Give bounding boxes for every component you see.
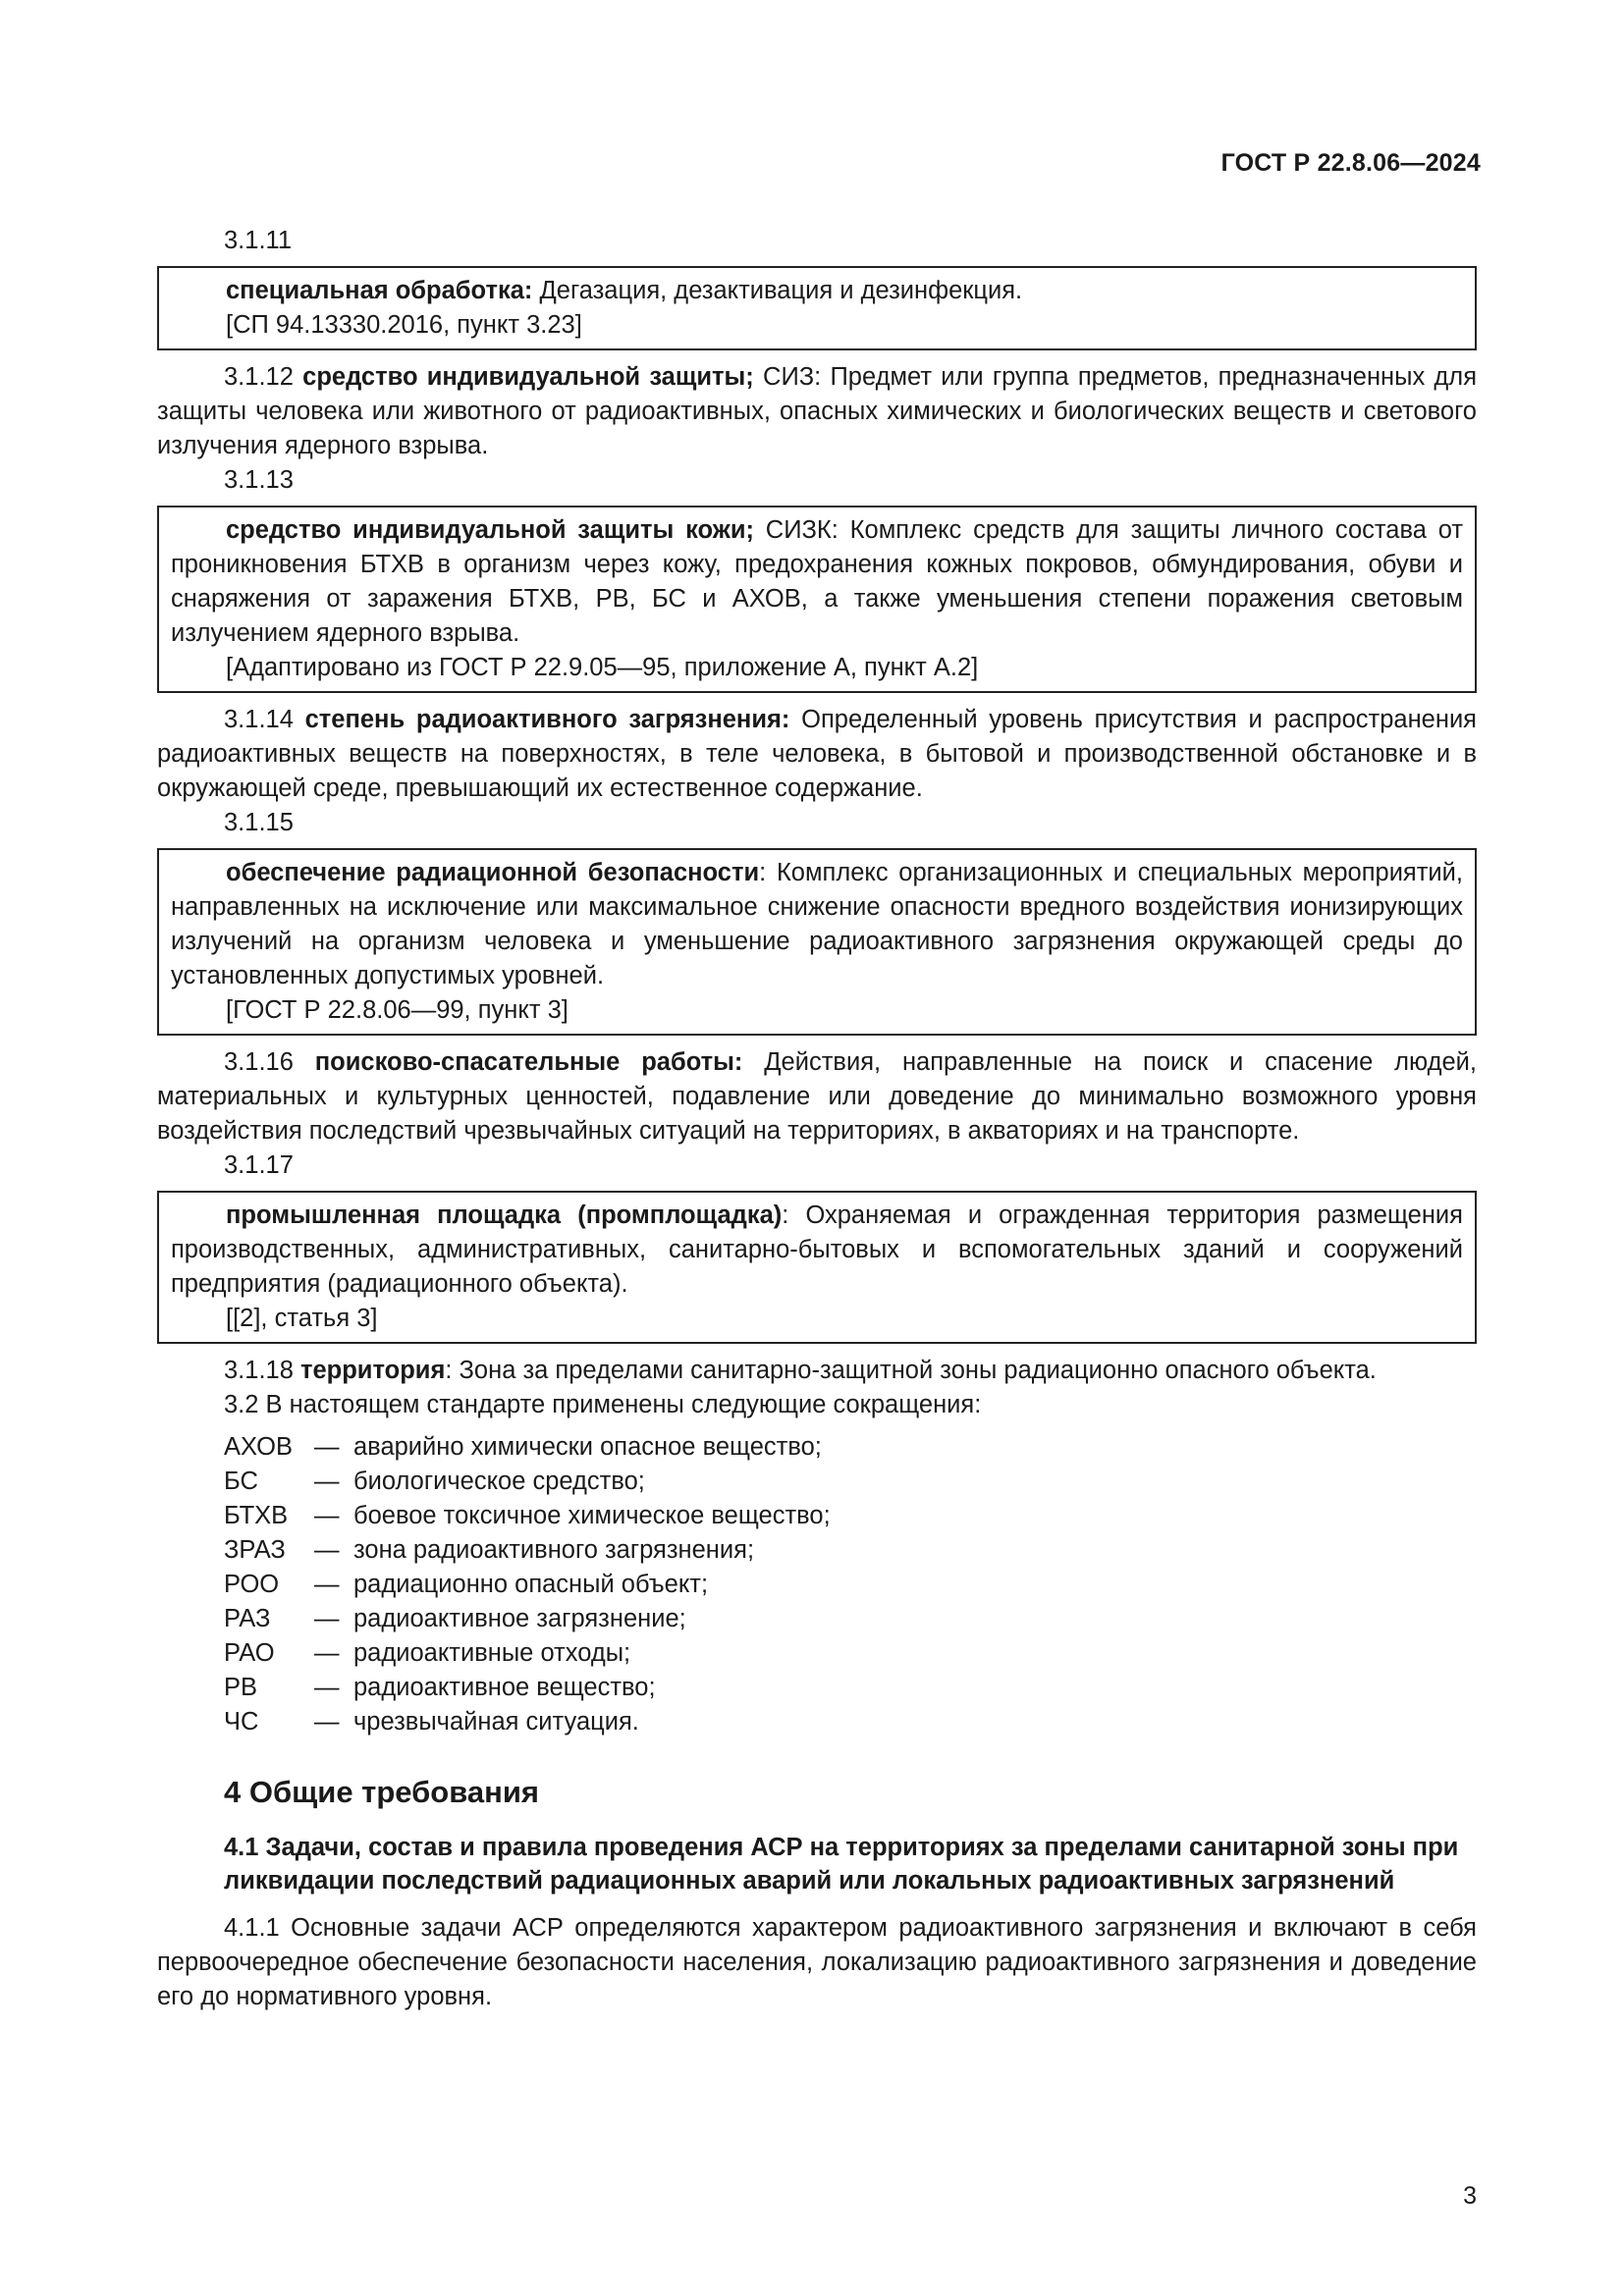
term-box [157, 848, 1477, 1036]
term-text: Дегазация, дезактивация и дезинфекция. [532, 277, 1023, 304]
abbreviation-dash: — [314, 1468, 340, 1495]
abbreviation-row [224, 1499, 1477, 1533]
abbreviation-dash: — [314, 1536, 340, 1564]
term-text: Определенный уровень присутствия и распространения радиоактивных веществ на поверхностях, в теле человека, в бытовой и производственной обстановке и в окружающей среде, превышающий их естественное содержание. [157, 706, 1477, 802]
abbreviation-term: РОО [224, 1571, 280, 1598]
term-definition [171, 1199, 1463, 1302]
page-number: 3 [1463, 2182, 1477, 2210]
term-number: 3.1.17 [224, 1151, 294, 1179]
abbreviation-row [224, 1465, 1477, 1499]
term-paragraph [157, 703, 1477, 806]
term-number: 3.1.12 [224, 363, 303, 391]
abbreviation-dash: — [314, 1502, 340, 1529]
term-box [157, 1191, 1477, 1344]
abbreviation-definition: радиоактивное загрязнение; [353, 1605, 686, 1632]
abbreviation-row [224, 1705, 1477, 1739]
document-code: ГОСТ Р 22.8.06—2024 [1220, 149, 1481, 177]
term-title: поисково-спасательные работы: [314, 1048, 743, 1076]
term-number: 3.1.13 [224, 466, 294, 494]
term-text: : Комплекс организационных и специальных мероприятий, направленных на исключение или максимальное снижение опасности вредного воздействия ионизирующих излучений на организм человека и уменьшение радиоактивного загрязнения окружающей среды до установленных допустимых уровней. [171, 859, 1463, 989]
abbreviation-row [224, 1636, 1477, 1671]
abbreviation-term: БТХВ [224, 1502, 289, 1529]
abbreviation-dash: — [314, 1605, 340, 1632]
abbreviation-term: ЧС [224, 1708, 259, 1735]
section-heading: 4 Общие требования [224, 1775, 539, 1809]
abbreviation-term: ЗРАЗ [224, 1536, 286, 1564]
term-number: 3.1.18 [224, 1357, 300, 1384]
abbreviation-row [224, 1533, 1477, 1568]
term-number: 3.1.11 [224, 227, 293, 254]
term-title: территория [299, 1357, 446, 1384]
abbreviation-term: АХОВ [224, 1433, 294, 1461]
abbreviation-term: БС [224, 1468, 258, 1495]
term-paragraph [157, 1354, 1477, 1388]
abbreviation-row [224, 1671, 1477, 1705]
term-title: специальная обработка: [226, 277, 533, 304]
abbreviation-dash: — [314, 1433, 340, 1461]
term-text: : Охраняемая и огражденная территория размещения производственных, административных, санитарно-бытовых и вспомогательных зданий и сооружений предприятия (радиационного объекта). [171, 1201, 1463, 1298]
term-reference: [Адаптировано из ГОСТ Р 22.9.05—95, приложение А, пункт А.2] [226, 654, 979, 681]
abbreviation-list [157, 1430, 1477, 1739]
term-text: СИЗ: Предмет или группа предметов, предназначенных для защиты человека или животного от радиоактивных, опасных химических и биологических веществ и светового излучения ядерного взрыва. [157, 363, 1477, 459]
abbreviation-dash: — [314, 1674, 340, 1701]
term-title: обеспечение радиационной безопасности [226, 859, 760, 886]
document-body [157, 224, 1477, 2014]
term-title: промышленная площадка (промплощадка) [226, 1201, 783, 1229]
abbreviation-row [224, 1568, 1477, 1602]
term-reference: [[2], статья 3] [226, 1305, 378, 1332]
term-box [157, 506, 1477, 693]
term-paragraph [157, 360, 1477, 463]
term-number: 3.1.15 [224, 809, 294, 836]
abbreviations-intro: 3.2 В настоящем стандарте применены следующие сокращения: [224, 1391, 982, 1418]
term-reference: [ГОСТ Р 22.8.06—99, пункт 3] [226, 996, 568, 1024]
body-paragraph: 4.1.1 Основные задачи АСР определяются характером радиоактивного загрязнения и включают в себя первоочередное обеспечение безопасности населения, локализацию радиоактивного загрязнения и доведение его до нормативного уровня. [157, 1914, 1477, 2010]
term-title: степень радиоактивного загрязнения: [304, 706, 790, 733]
abbreviation-definition: радиоактивное вещество; [353, 1674, 656, 1701]
abbreviation-definition: зона радиоактивного загрязнения; [353, 1536, 755, 1564]
subsection-heading: 4.1 Задачи, состав и правила проведения АСР на территориях за пределами санитарной зоны при ликвидации последствий радиационных аварий или локальных радиоактивных загрязнений [224, 1834, 1459, 1895]
term-text: СИЗК: Комплекс средств для защиты личного состава от проникновения БТХВ в организм через кожу, предохранения кожных покровов, обмундирования, обуви и снаряжения от заражения БТХВ, РВ, БС и АХОВ, а также уменьшения степени поражения световым излучением ядерного взрыва. [171, 516, 1464, 647]
term-text: Действия, направленные на поиск и спасение людей, материальных и культурных ценностей, подавление или доведение до минимально возможного уровня воздействия последствий чрезвычайных ситуаций на территориях, в акваториях и на транспорте. [157, 1048, 1478, 1145]
term-number: 3.1.16 [224, 1048, 315, 1076]
abbreviation-row [224, 1602, 1477, 1636]
term-title: средство индивидуальной защиты; [302, 363, 754, 391]
abbreviation-definition: биологическое средство; [353, 1468, 645, 1495]
abbreviation-term: РВ [224, 1674, 258, 1701]
abbreviation-definition: чрезвычайная ситуация. [353, 1708, 639, 1735]
term-paragraph [157, 1045, 1477, 1148]
abbreviation-dash: — [314, 1639, 340, 1667]
abbreviation-definition: радиационно опасный объект; [353, 1571, 709, 1598]
abbreviation-term: РАО [224, 1639, 275, 1667]
abbreviation-dash: — [314, 1708, 340, 1735]
abbreviation-dash: — [314, 1571, 340, 1598]
term-definition [171, 513, 1463, 651]
term-text: : Зона за пределами санитарно-защитной зоны радиационно опасного объекта. [445, 1357, 1377, 1384]
abbreviation-row [224, 1430, 1477, 1465]
abbreviation-term: РАЗ [224, 1605, 271, 1632]
abbreviation-definition: радиоактивные отходы; [353, 1639, 631, 1667]
term-title: средство индивидуальной защиты кожи; [226, 516, 754, 544]
term-number: 3.1.14 [224, 706, 305, 733]
abbreviation-definition: боевое токсичное химическое вещество; [353, 1502, 831, 1529]
term-definition [171, 274, 1463, 308]
term-definition [171, 856, 1463, 993]
term-box [157, 266, 1477, 350]
abbreviation-definition: аварийно химически опасное вещество; [353, 1433, 822, 1461]
term-reference: [СП 94.13330.2016, пункт 3.23] [226, 311, 582, 339]
